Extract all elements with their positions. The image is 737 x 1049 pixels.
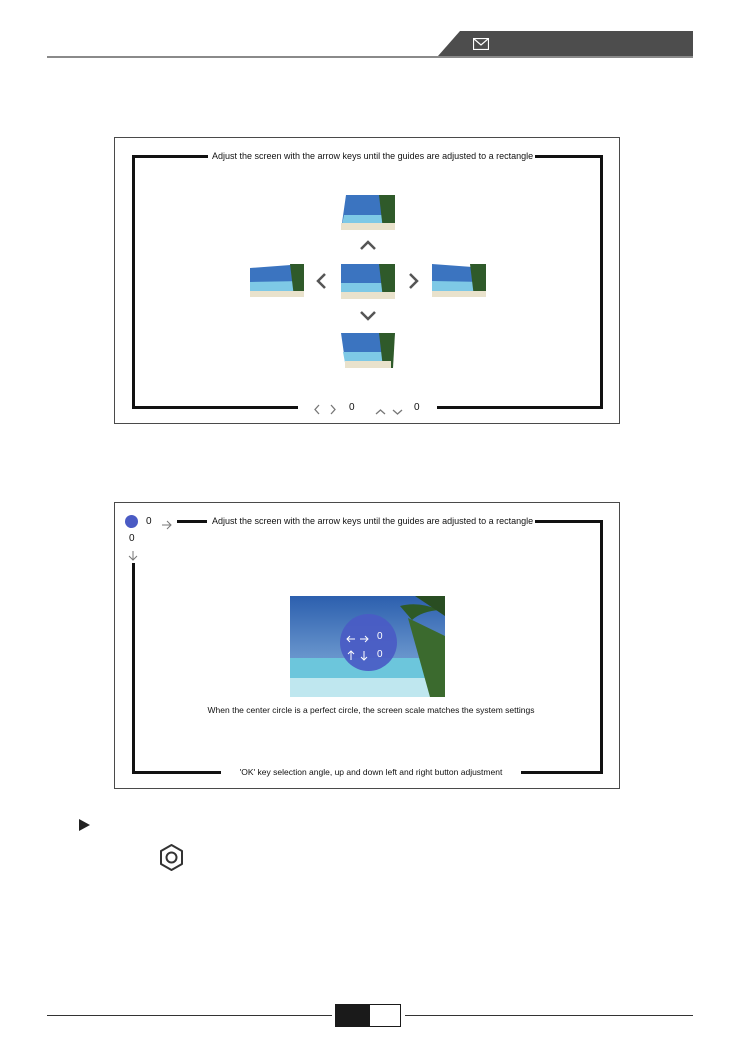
bottom-caption: 'OK' key selection angle, up and down left and right button adjustment (221, 767, 521, 777)
arrow-down-icon[interactable] (359, 310, 377, 322)
left-key-icon (313, 402, 321, 420)
scale-panel (114, 502, 620, 789)
horizontal-value: 0 (349, 402, 355, 413)
top-offset-value: 0 (146, 516, 152, 527)
play-triangle-icon (79, 818, 90, 836)
mail-icon (473, 37, 489, 49)
guide-bottom-right (507, 771, 603, 774)
arrow-up-icon[interactable] (359, 239, 377, 251)
guide-right (600, 520, 603, 774)
panel1-caption: Adjust the screen with the arrow keys until the guides are adjusted to a rectangle (208, 151, 534, 161)
guide-top-right (535, 155, 603, 158)
guide-top-right (535, 520, 603, 523)
preview-left (250, 264, 304, 297)
circle-vertical-value: 0 (377, 649, 383, 660)
page-number-box (335, 1004, 369, 1027)
preview-right (432, 264, 486, 297)
up-key-icon (375, 403, 386, 421)
right-key-icon (329, 402, 337, 420)
corner-selector-dot[interactable] (125, 515, 138, 528)
arrow-down-icon (128, 549, 138, 567)
preview-down (341, 333, 395, 368)
vertical-arrows-icon (346, 648, 370, 666)
vertical-value: 0 (414, 402, 420, 413)
header-divider (47, 56, 693, 58)
panel2-caption: Adjust the screen with the arrow keys until the guides are adjusted to a rectangle (208, 516, 534, 526)
center-caption: When the center circle is a perfect circle, the screen scale matches the system settings (185, 705, 557, 715)
arrow-right-icon[interactable] (408, 272, 420, 290)
left-offset-value: 0 (129, 533, 135, 544)
guide-top-left (132, 155, 217, 158)
horizontal-arrows-icon (346, 631, 370, 649)
guide-bottom-left (132, 771, 227, 774)
guide-left (132, 155, 135, 409)
preview-center (341, 264, 395, 299)
arrow-left-icon[interactable] (315, 272, 327, 290)
footer-line-left (47, 1015, 332, 1016)
guide-left (132, 563, 135, 774)
keystone-panel (114, 137, 620, 424)
footer-line-right (405, 1015, 693, 1016)
page-number-box-right (369, 1004, 401, 1027)
guide-right (600, 155, 603, 409)
arrow-right-icon (161, 517, 173, 535)
guide-bottom-left (132, 406, 298, 409)
circle-horizontal-value: 0 (377, 631, 383, 642)
guide-top-left (177, 520, 207, 523)
guide-bottom-right (437, 406, 603, 409)
down-key-icon (392, 403, 403, 421)
settings-gear-icon (157, 843, 186, 877)
preview-up (341, 195, 395, 230)
